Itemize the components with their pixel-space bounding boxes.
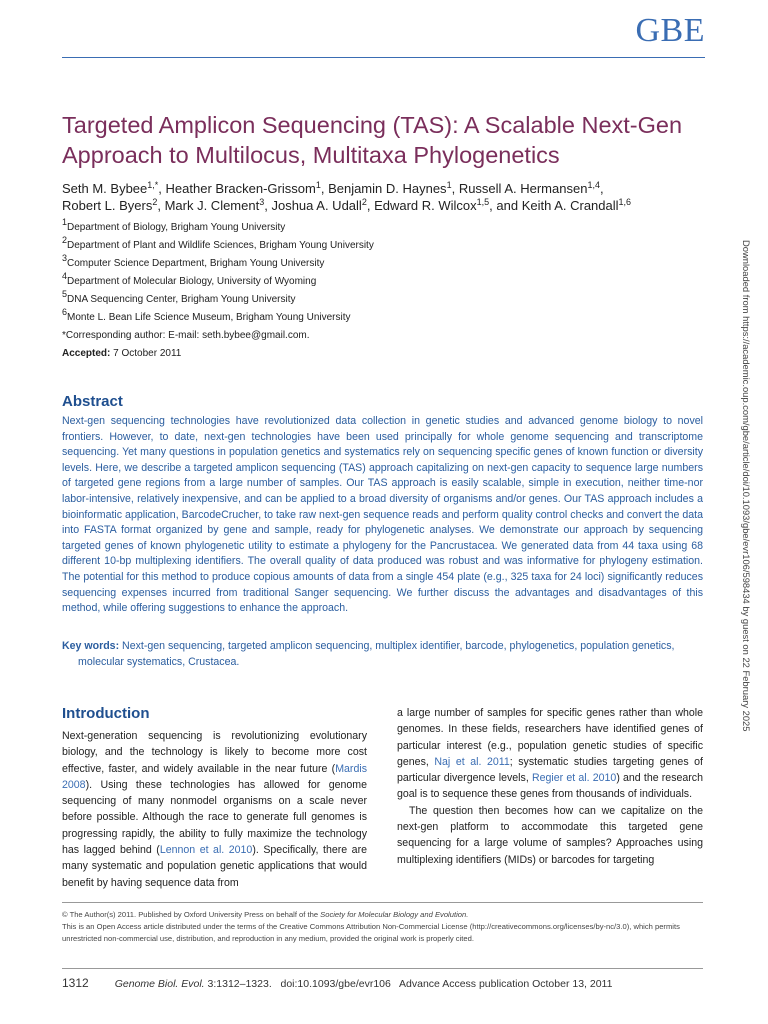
author-separator: ,: [366, 198, 375, 213]
affiliation-number: 5: [62, 289, 68, 299]
citation-link[interactable]: Lennon et al. 2010: [159, 844, 253, 857]
affiliation: [62, 291, 682, 309]
accepted-date: [62, 345, 682, 363]
affiliation-text: Monte L. Bean Life Science Museum, Brigham Young University: [67, 312, 351, 323]
author-affiliation-marker: 1: [446, 180, 452, 190]
author-name: Keith A. Crandall: [521, 198, 619, 213]
affiliation-number: 4: [62, 271, 68, 281]
author-affiliation-marker: 1: [315, 180, 321, 190]
author-separator: ,: [264, 198, 272, 213]
intro-column-right: [397, 705, 703, 868]
author-separator: ,: [158, 181, 166, 196]
author-name: Mark J. Clement: [164, 198, 260, 213]
intro-paragraph-2: The question then becomes how can we capitalize on the next-gen platform to accommodate this targeted gene sequencing for a large volume of samples? Approaches using multiplexing identifiers (MIDs) or barcodes for targeting: [397, 804, 703, 866]
affiliation: [62, 219, 682, 237]
page-number: 1312: [62, 976, 89, 990]
affiliation-number: 3: [62, 253, 68, 263]
author-name: Robert L. Byers: [62, 198, 153, 213]
affiliation-number: 2: [62, 235, 68, 245]
author-name: Joshua A. Udall: [271, 198, 362, 213]
affiliation-text: Computer Science Department, Brigham Young University: [67, 258, 325, 269]
article-title: Targeted Amplicon Sequencing (TAS): A Scalable Next-Gen Approach to Multilocus, Multitaxa Phylogenetics: [62, 112, 683, 168]
copyright-notice: [62, 909, 703, 945]
citation-link[interactable]: Naj et al. 2011: [434, 755, 510, 768]
corresponding-author: *Corresponding author: E-mail: seth.bybee@gmail.com.: [62, 330, 310, 341]
affiliation-text: Department of Plant and Wildlife Sciences, Brigham Young University: [67, 240, 374, 251]
body-text: ; systematic studies targeting genes of particular divergence levels,: [397, 755, 704, 785]
header-rule: [62, 57, 705, 58]
abstract-text: Next-gen sequencing technologies have revolutionized data collection in genetic studies and advanced genome biology to novel frontiers. However, to date, next-gen technologies have been used principally for whole genome sequencing and transcriptome sequencing. Yet many questions in population genetics and systematics rely on sequencing specific genes of known function or diversity levels. Here, we describe a targeted amplicon sequencing (TAS) approach capitalizing on next-gen capacity to sequence large numbers of targeted gene regions from a large number of samples. Our TAS approach is easily scalable, simple in execution, neither time-nor labor-intensive, relatively inexpensive, and can be applied to a broad diversity of organisms and/or genes. Our TAS approach includes a bioinformatic application, BarcodeCrucher, to take raw next-gen sequence reads and perform quality control checks and convert the data into FASTA format organized by gene and sample, ready for phylogenetic analyses. We demonstrate our approach by sequencing targeted genes of known phylogenetic utility to estimate a phylogeny for the Pancrustacea. We generated data from 44 taxa using 68 different 10-bp multiplexing identifiers. The overall quality of data produced was robust and was informative for phylogeny estimation. The potential for this method to produce copious amounts of data from a single 454 plate (e.g., 325 taxa for 24 loci) significantly reduces sequencing expenses incurred from traditional Sanger sequencing. We further discuss the advantages and disadvantages of this method, while offering suggestions to enhance the approach.: [62, 415, 703, 615]
affiliations: [62, 219, 682, 363]
body-text: a large number of samples for specific genes rather than whole genomes. In these fields, researchers have identified genes of particular interest (e.g., population genetic studies of specific genes,: [397, 707, 703, 768]
author-name: Russell A. Hermansen: [458, 181, 588, 196]
author-name: Edward R. Wilcox: [374, 198, 477, 213]
author-affiliation-marker: 1,6: [618, 197, 632, 207]
footer-rule: [62, 968, 703, 969]
affiliation: [62, 273, 682, 291]
abstract-heading: Abstract: [62, 393, 123, 410]
affiliation: [62, 237, 682, 255]
keywords: [62, 639, 703, 670]
copyright-rule: [62, 902, 703, 903]
affiliation-text: Department of Molecular Biology, University of Wyoming: [67, 276, 317, 287]
body-text: Next-generation sequencing is revolutionizing evolutionary biology, and the technology is likely to become more cost effective, faster, and widely available in the near future (: [62, 730, 367, 775]
affiliation-number: 6: [62, 307, 68, 317]
author-affiliation-marker: 1,5: [476, 197, 490, 207]
keywords-label: Key words:: [62, 640, 120, 652]
page-footer: [62, 976, 703, 990]
author-separator: ,: [451, 181, 459, 196]
author-separator: ,: [157, 198, 165, 213]
citation-info: 3:1312–1323. doi:10.1093/gbe/evr106 Advance Access publication October 13, 2011: [204, 978, 613, 990]
affiliation-text: Department of Biology, Brigham Young University: [67, 222, 286, 233]
affiliation-number: 1: [62, 217, 68, 227]
journal-name: Genome Biol. Evol.: [114, 978, 205, 990]
accepted-value: 7 October 2011: [110, 348, 182, 359]
journal-logo: GBE: [635, 12, 705, 49]
intro-paragraph-1: [62, 728, 367, 891]
author-affiliation-marker: 1,4: [587, 180, 600, 190]
affiliation: [62, 255, 682, 273]
body-text: ). Using these technologies has allowed for genome sequencing of many nonmodel organisms on a scale never before possible. Although the race to generate full genomes is progressing rapidly, the ability to fully maximize the technology has lagged behind (: [62, 778, 367, 857]
affiliation-text: DNA Sequencing Center, Brigham Young University: [67, 294, 296, 305]
author-separator: ,: [599, 181, 604, 196]
author-separator: , and: [489, 198, 522, 213]
affiliation: [62, 309, 682, 327]
author-name: Seth M. Bybee: [62, 181, 148, 196]
citation-link[interactable]: Mardis 2008: [62, 762, 367, 791]
intro-paragraph-1-cont: [397, 705, 703, 803]
body-text: ). Specifically, there are many systematic and population genetic applications that would benefit by having sequence data from: [62, 844, 367, 889]
author-affiliation-marker: 2: [152, 197, 158, 207]
license-text: This is an Open Access article distributed under the terms of the Creative Commons Attribution Non-Commercial License (http://creativecommons.org/licenses/by-nc/3.0), which permits unrestricted non-commercial use, distribution, and reproduction in any medium, provided the original work is properly cited.: [62, 922, 680, 943]
accepted-label: Accepted:: [62, 348, 111, 359]
author-affiliation-marker: 1,*: [147, 180, 159, 190]
body-text: ) and the research goal is to sequence these genes from thousands of individuals.: [397, 772, 703, 801]
copyright-text: © The Author(s) 2011. Published by Oxford University Press on behalf of the: [62, 910, 321, 919]
author-affiliation-marker: 2: [361, 197, 367, 207]
author-affiliation-marker: 3: [259, 197, 265, 207]
copyright-line-1: [62, 909, 703, 921]
author-list: [62, 180, 712, 214]
citation-link[interactable]: Regier et al. 2010: [531, 772, 617, 785]
download-watermark: Downloaded from https://academic.oup.com/gbe/article/doi/10.1093/gbe/evr106/598434 by guest on 22 February 2025: [741, 240, 752, 732]
author-name: Heather Bracken-Grissom: [165, 181, 316, 196]
keywords-text: Next-gen sequencing, targeted amplicon sequencing, multiplex identifier, barcode, phylogenetics, population genetics, molecular systematics, Crustacea.: [78, 640, 675, 668]
society-name: Society for Molecular Biology and Evolution.: [320, 910, 469, 919]
intro-column-left: [62, 728, 367, 891]
introduction-heading: Introduction: [62, 705, 150, 722]
author-name: Benjamin D. Haynes: [328, 181, 447, 196]
author-separator: ,: [320, 181, 329, 196]
